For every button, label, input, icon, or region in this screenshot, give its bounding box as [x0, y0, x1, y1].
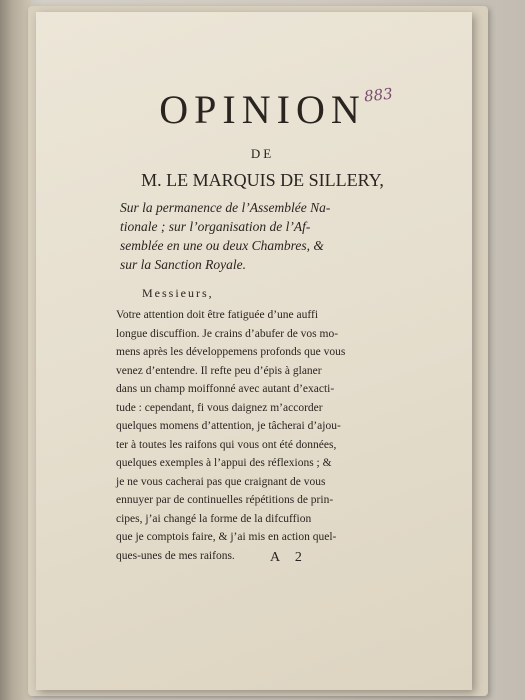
- body-line: venez d’entendre. Il refte peu d’épis à glaner: [116, 364, 322, 377]
- body-line: tude : cependant, fi vous daignez m’accorder: [116, 401, 323, 414]
- body-line: ennuyer par de continuelles répétitions de prin-: [116, 494, 334, 506]
- body-line: je ne vous cacherai pas que craignant de vous: [116, 475, 326, 488]
- document-title: OPINION: [159, 87, 366, 132]
- body-line: ques-unes de mes raifons.: [116, 549, 235, 562]
- body-line: cipes, j’ai changé la forme de la difcuffion: [116, 512, 312, 525]
- body-line: mens après les développemens profonds que vous: [116, 346, 346, 358]
- body-text: [116, 306, 381, 565]
- body-line: longue discuffion. Je crains d’abufer de vos mo-: [116, 327, 339, 340]
- body-line: ter à toutes les raifons qui vous ont été données,: [116, 438, 337, 451]
- author-line: M. LE MARQUIS DE SILLERY,: [141, 170, 384, 190]
- subject-line: tionale ; sur l’organisation de l’Af-: [120, 219, 311, 234]
- signature-mark: A 2: [270, 550, 308, 565]
- body-line: quelques exemples à l’appui des réflexions ; &: [116, 457, 332, 469]
- subject-line: sur la Sanction Royale.: [120, 257, 246, 272]
- body-line: Votre attention doit être fatiguée d’une auffi: [116, 309, 319, 321]
- body-line: quelques momens d’attention, je tâcherai d’ajou-: [116, 420, 341, 432]
- handwritten-page-number: 883: [363, 84, 394, 106]
- subject-line: semblée en une ou deux Chambres, &: [120, 238, 324, 253]
- body-line: dans un champ moiffonné avec autant d’exacti-: [116, 383, 335, 395]
- salutation: Messieurs,: [142, 286, 214, 300]
- subject-line: Sur la permanence de l’Assemblée Na-: [120, 200, 331, 215]
- body-line: que je comptois faire, & j’ai mis en action quel-: [116, 531, 337, 543]
- title-connector: DE: [250, 146, 275, 161]
- subject-block: [120, 198, 360, 274]
